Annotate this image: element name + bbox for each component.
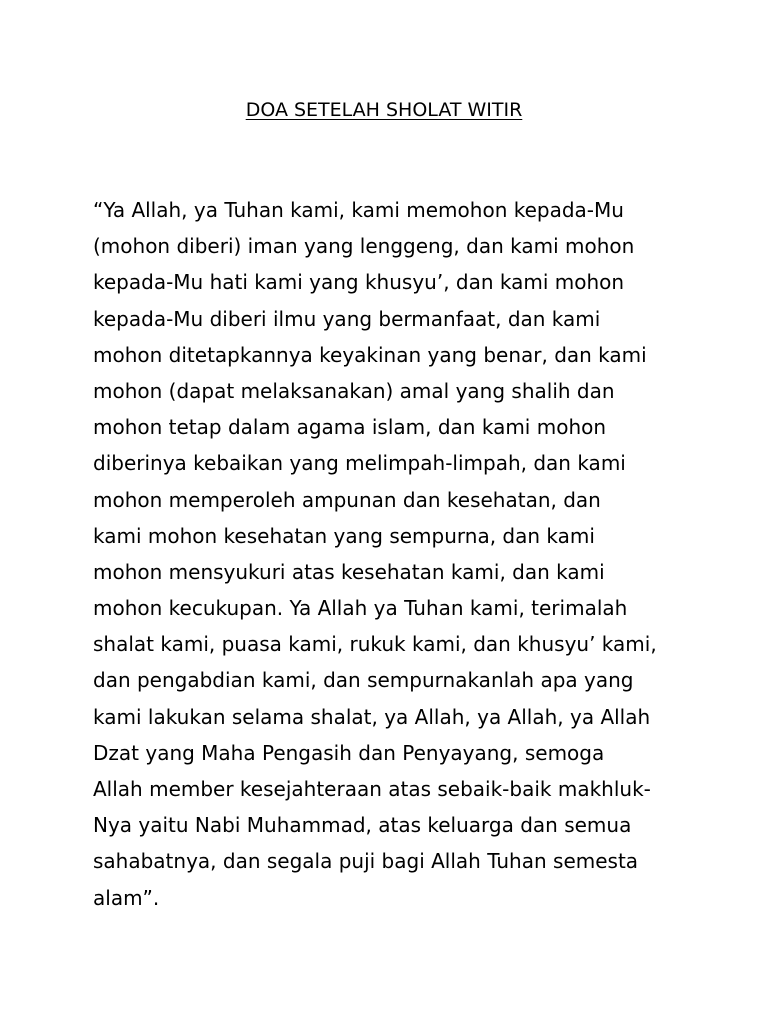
prayer-text [93, 192, 693, 916]
text-line: mohon (dapat melaksanakan) amal yang shalih dan [93, 378, 615, 403]
text-line: mohon mensyukuri atas kesehatan kami, dan kami [93, 559, 605, 584]
text-line: kami mohon kesehatan yang sempurna, dan kami [93, 523, 595, 548]
text-line: shalat kami, puasa kami, rukuk kami, dan khusyu’ kami, [93, 632, 657, 657]
text-line: kepada-Mu hati kami yang khusyu’, dan kami mohon [93, 270, 625, 295]
text-line: mohon kecukupan. Ya Allah ya Tuhan kami, terimalah [93, 596, 628, 621]
text-line: diberinya kebaikan yang melimpah-limpah, dan kami [93, 451, 626, 476]
text-line: dan pengabdian kami, dan sempurnakanlah apa yang [93, 668, 634, 693]
text-line: sahabatnya, dan segala puji bagi Allah Tuhan semesta [93, 849, 639, 874]
document-title: DOA SETELAH SHOLAT WITIR [245, 99, 523, 121]
text-line: kami lakukan selama shalat, ya Allah, ya Allah, ya Allah [93, 704, 651, 729]
text-line: mohon memperoleh ampunan dan kesehatan, dan [93, 487, 601, 512]
text-line: mohon ditetapkannya keyakinan yang benar, dan kami [93, 342, 647, 367]
text-line: alam”. [93, 885, 160, 910]
text-line: Allah member kesejahteraan atas sebaik-baik makhluk- [93, 777, 651, 801]
text-line: Nya yaitu Nabi Muhammad, atas keluarga dan semua [93, 813, 632, 838]
text-line: mohon tetap dalam agama islam, dan kami mohon [93, 415, 607, 440]
text-line: “Ya Allah, ya Tuhan kami, kami memohon kepada-Mu [93, 198, 624, 222]
text-line: kepada-Mu diberi ilmu yang bermanfaat, dan kami [93, 306, 601, 331]
text-line: Dzat yang Maha Pengasih dan Penyayang, semoga [93, 740, 605, 765]
text-line: (mohon diberi) iman yang lenggeng, dan kami mohon [93, 234, 635, 259]
